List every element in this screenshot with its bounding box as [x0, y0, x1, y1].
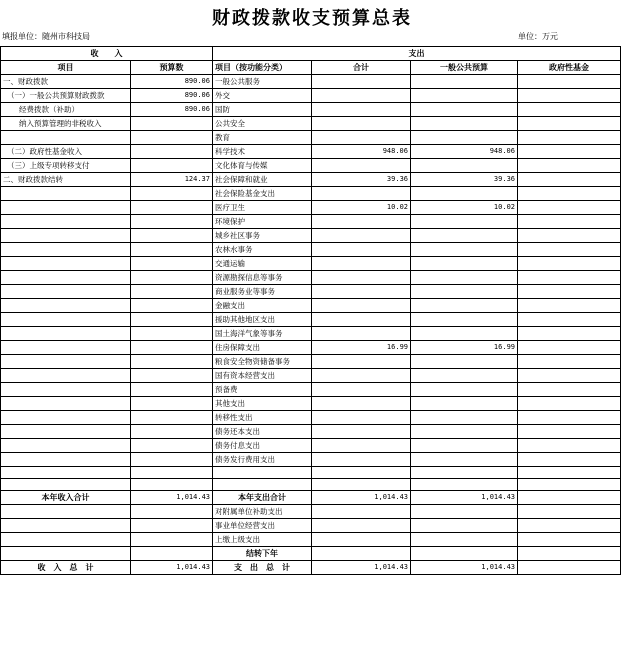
income-budget — [131, 215, 213, 229]
table-row — [1, 313, 621, 327]
expense-gov-fund — [518, 299, 621, 313]
expense-total-gov-fund — [518, 561, 621, 575]
expense-gov-fund — [518, 327, 621, 341]
income-item: 二、财政拨款结转 — [1, 173, 131, 187]
expense-item: 社会保障和就业 — [213, 173, 312, 187]
expense-general: 948.06 — [411, 145, 518, 159]
expense-item: 环境保护 — [213, 215, 312, 229]
table-row — [1, 425, 621, 439]
expense-total-label: 支 出 总 计 — [213, 561, 312, 575]
blank-cell — [518, 505, 621, 519]
income-item — [1, 131, 131, 145]
table-row — [1, 271, 621, 285]
blank-cell — [518, 547, 621, 561]
table-row — [1, 327, 621, 341]
income-item — [1, 299, 131, 313]
carry-forward-row — [1, 547, 621, 561]
expense-gov-fund — [518, 229, 621, 243]
income-budget — [131, 425, 213, 439]
income-budget — [131, 187, 213, 201]
expense-item: 预备费 — [213, 383, 312, 397]
income-item: 一、财政拨款 — [1, 75, 131, 89]
expense-item: 医疗卫生 — [213, 201, 312, 215]
income-budget — [131, 411, 213, 425]
blank-row — [1, 467, 621, 479]
expense-general — [411, 103, 518, 117]
income-item — [1, 201, 131, 215]
expense-general — [411, 75, 518, 89]
blank-cell — [312, 505, 411, 519]
expense-item: 商业服务业等事务 — [213, 285, 312, 299]
col-total: 合计 — [312, 61, 411, 75]
expense-gov-fund — [518, 159, 621, 173]
expense-item: 金融支出 — [213, 299, 312, 313]
expense-total — [312, 397, 411, 411]
sub-row-label: 对附属单位补助支出 — [213, 505, 312, 519]
table-row — [1, 103, 621, 117]
expense-general — [411, 425, 518, 439]
expense-total — [312, 383, 411, 397]
sub-row — [1, 505, 621, 519]
expense-total — [312, 355, 411, 369]
expense-item: 国土海洋气象等事务 — [213, 327, 312, 341]
expense-gov-fund — [518, 383, 621, 397]
income-item — [1, 341, 131, 355]
expense-general — [411, 397, 518, 411]
blank-cell — [312, 533, 411, 547]
expense-general — [411, 453, 518, 467]
income-total-value: 1,014.43 — [131, 561, 213, 575]
expense-total — [312, 271, 411, 285]
table-row — [1, 257, 621, 271]
expense-total: 16.99 — [312, 341, 411, 355]
expense-item: 住房保障支出 — [213, 341, 312, 355]
table-row — [1, 173, 621, 187]
expense-gov-fund — [518, 439, 621, 453]
income-item — [1, 369, 131, 383]
table-row — [1, 159, 621, 173]
expense-total — [312, 285, 411, 299]
expense-total — [312, 243, 411, 257]
income-item — [1, 425, 131, 439]
expense-total — [312, 215, 411, 229]
table-row — [1, 397, 621, 411]
expense-item: 国防 — [213, 103, 312, 117]
expense-general — [411, 229, 518, 243]
expense-total — [312, 369, 411, 383]
expense-item: 债务还本支出 — [213, 425, 312, 439]
expense-general — [411, 89, 518, 103]
expense-gov-fund — [518, 243, 621, 257]
blank-row — [1, 479, 621, 491]
income-budget — [131, 145, 213, 159]
income-budget — [131, 257, 213, 271]
income-budget — [131, 159, 213, 173]
expense-item: 社会保险基金支出 — [213, 187, 312, 201]
table-row — [1, 131, 621, 145]
income-item — [1, 327, 131, 341]
income-item: 纳入预算管理的非税收入 — [1, 117, 131, 131]
income-budget — [131, 313, 213, 327]
expense-general: 39.36 — [411, 173, 518, 187]
income-total-label: 收 入 总 计 — [1, 561, 131, 575]
expense-total: 10.02 — [312, 201, 411, 215]
expense-total — [312, 453, 411, 467]
expense-item: 债务付息支出 — [213, 439, 312, 453]
income-budget: 890.06 — [131, 75, 213, 89]
blank-cell — [518, 467, 621, 479]
blank-cell — [312, 467, 411, 479]
expense-general — [411, 369, 518, 383]
income-budget — [131, 201, 213, 215]
blank-cell — [518, 479, 621, 491]
expense-total — [312, 313, 411, 327]
blank-cell — [1, 467, 131, 479]
expense-gov-fund — [518, 271, 621, 285]
blank-cell — [131, 505, 213, 519]
blank-cell — [131, 547, 213, 561]
expense-general — [411, 355, 518, 369]
income-budget — [131, 117, 213, 131]
year-expense-general: 1,014.43 — [411, 491, 518, 505]
expense-item: 国有资本经营支出 — [213, 369, 312, 383]
blank-cell — [1, 519, 131, 533]
blank-cell — [131, 519, 213, 533]
expense-total-total: 1,014.43 — [312, 561, 411, 575]
income-item: （一）一般公共预算财政拨款 — [1, 89, 131, 103]
sub-row — [1, 519, 621, 533]
table-row — [1, 285, 621, 299]
expense-gov-fund — [518, 257, 621, 271]
table-row — [1, 243, 621, 257]
income-item — [1, 257, 131, 271]
expense-general — [411, 187, 518, 201]
blank-cell — [411, 519, 518, 533]
sub-row-label: 事业单位经营支出 — [213, 519, 312, 533]
table-row — [1, 187, 621, 201]
income-budget — [131, 341, 213, 355]
expense-gov-fund — [518, 145, 621, 159]
expense-total — [312, 411, 411, 425]
expense-gov-fund — [518, 89, 621, 103]
blank-cell — [411, 547, 518, 561]
table-row — [1, 411, 621, 425]
income-item: 经费拨款（补助） — [1, 103, 131, 117]
table-row — [1, 215, 621, 229]
expense-general: 16.99 — [411, 341, 518, 355]
expense-item: 一般公共服务 — [213, 75, 312, 89]
blank-cell — [518, 533, 621, 547]
expense-item: 科学技术 — [213, 145, 312, 159]
expense-gov-fund — [518, 215, 621, 229]
income-budget — [131, 397, 213, 411]
expense-total — [312, 75, 411, 89]
reporting-unit: 填报单位：随州市科技局 — [2, 32, 90, 41]
table-row — [1, 201, 621, 215]
expense-total — [312, 439, 411, 453]
income-budget — [131, 243, 213, 257]
blank-cell — [1, 505, 131, 519]
expense-gov-fund — [518, 201, 621, 215]
expense-total — [312, 257, 411, 271]
expense-gov-fund — [518, 131, 621, 145]
sub-row — [1, 533, 621, 547]
table-row — [1, 145, 621, 159]
expense-item: 公共安全 — [213, 117, 312, 131]
expense-total — [312, 89, 411, 103]
blank-cell — [411, 533, 518, 547]
table-row — [1, 229, 621, 243]
expense-general — [411, 411, 518, 425]
expense-gov-fund — [518, 173, 621, 187]
expense-general — [411, 257, 518, 271]
income-budget — [131, 271, 213, 285]
expense-total: 39.36 — [312, 173, 411, 187]
expense-item: 城乡社区事务 — [213, 229, 312, 243]
table-row — [1, 369, 621, 383]
expense-total — [312, 187, 411, 201]
income-budget: 124.37 — [131, 173, 213, 187]
expense-gov-fund — [518, 285, 621, 299]
blank-cell — [131, 467, 213, 479]
income-budget — [131, 285, 213, 299]
expense-general — [411, 243, 518, 257]
income-item — [1, 411, 131, 425]
blank-cell — [1, 547, 131, 561]
header-row-2 — [1, 61, 621, 75]
expense-general — [411, 285, 518, 299]
blank-cell — [312, 479, 411, 491]
income-budget — [131, 453, 213, 467]
blank-cell — [411, 479, 518, 491]
budget-table — [0, 46, 621, 575]
expense-total — [312, 159, 411, 173]
col-gov-fund: 政府性基金 — [518, 61, 621, 75]
expense-gov-fund — [518, 397, 621, 411]
expense-gov-fund — [518, 187, 621, 201]
expense-gov-fund — [518, 341, 621, 355]
income-budget — [131, 355, 213, 369]
col-item: 项目 — [1, 61, 131, 75]
sub-row-label: 上缴上级支出 — [213, 533, 312, 547]
year-expense-label: 本年支出合计 — [213, 491, 312, 505]
expense-total-general: 1,014.43 — [411, 561, 518, 575]
income-item — [1, 229, 131, 243]
expense-total — [312, 131, 411, 145]
expense-total — [312, 103, 411, 117]
blank-cell — [131, 533, 213, 547]
year-total-row — [1, 491, 621, 505]
income-item — [1, 243, 131, 257]
expense-gov-fund — [518, 411, 621, 425]
page-title: 财政拨款收支预算总表 — [212, 8, 412, 29]
income-budget — [131, 383, 213, 397]
expense-header: 支出 — [213, 47, 621, 61]
expense-general — [411, 383, 518, 397]
income-item — [1, 313, 131, 327]
blank-cell — [1, 533, 131, 547]
expense-item: 其他支出 — [213, 397, 312, 411]
income-item — [1, 215, 131, 229]
expense-total — [312, 117, 411, 131]
expense-general — [411, 439, 518, 453]
year-expense-total: 1,014.43 — [312, 491, 411, 505]
expense-total — [312, 229, 411, 243]
table-row — [1, 439, 621, 453]
expense-item: 交通运输 — [213, 257, 312, 271]
year-expense-gov-fund — [518, 491, 621, 505]
expense-gov-fund — [518, 425, 621, 439]
expense-gov-fund — [518, 103, 621, 117]
blank-cell — [312, 547, 411, 561]
blank-cell — [411, 505, 518, 519]
income-item — [1, 355, 131, 369]
expense-general — [411, 131, 518, 145]
col-exp-item: 项目（按功能分类） — [213, 61, 312, 75]
expense-gov-fund — [518, 355, 621, 369]
expense-total — [312, 425, 411, 439]
expense-item: 转移性支出 — [213, 411, 312, 425]
blank-cell — [131, 479, 213, 491]
blank-cell — [411, 467, 518, 479]
header-row-1 — [1, 47, 621, 61]
blank-cell — [213, 479, 312, 491]
expense-general — [411, 117, 518, 131]
expense-general: 10.02 — [411, 201, 518, 215]
income-budget: 890.06 — [131, 89, 213, 103]
income-budget — [131, 299, 213, 313]
expense-gov-fund — [518, 369, 621, 383]
table-row — [1, 89, 621, 103]
table-row — [1, 341, 621, 355]
expense-item: 外交 — [213, 89, 312, 103]
expense-gov-fund — [518, 313, 621, 327]
year-income-value: 1,014.43 — [131, 491, 213, 505]
expense-general — [411, 215, 518, 229]
income-budget: 890.06 — [131, 103, 213, 117]
expense-general — [411, 313, 518, 327]
income-item — [1, 397, 131, 411]
income-item — [1, 187, 131, 201]
income-budget — [131, 327, 213, 341]
expense-item: 粮食安全物资储备事务 — [213, 355, 312, 369]
expense-item: 农林水事务 — [213, 243, 312, 257]
expense-item: 债务发行费用支出 — [213, 453, 312, 467]
expense-item: 教育 — [213, 131, 312, 145]
expense-item: 援助其他地区支出 — [213, 313, 312, 327]
blank-cell — [312, 519, 411, 533]
currency-unit: 单位：万元 — [518, 32, 558, 41]
income-item — [1, 439, 131, 453]
expense-general — [411, 327, 518, 341]
expense-total — [312, 299, 411, 313]
income-header: 收 入 — [1, 47, 213, 61]
income-budget — [131, 229, 213, 243]
income-item — [1, 285, 131, 299]
col-budget: 预算数 — [131, 61, 213, 75]
table-row — [1, 117, 621, 131]
blank-cell — [1, 479, 131, 491]
income-item — [1, 453, 131, 467]
blank-cell — [518, 519, 621, 533]
col-general: 一般公共预算 — [411, 61, 518, 75]
income-budget — [131, 369, 213, 383]
income-item: （三）上级专项转移支付 — [1, 159, 131, 173]
grand-total-row — [1, 561, 621, 575]
income-item — [1, 383, 131, 397]
year-income-label: 本年收入合计 — [1, 491, 131, 505]
income-item — [1, 271, 131, 285]
table-row — [1, 453, 621, 467]
table-row — [1, 383, 621, 397]
carry-forward-label: 结转下年 — [213, 547, 312, 561]
expense-gov-fund — [518, 453, 621, 467]
income-item: （二）政府性基金收入 — [1, 145, 131, 159]
expense-gov-fund — [518, 117, 621, 131]
table-row — [1, 355, 621, 369]
table-row — [1, 299, 621, 313]
income-budget — [131, 131, 213, 145]
blank-cell — [213, 467, 312, 479]
expense-general — [411, 299, 518, 313]
expense-gov-fund — [518, 75, 621, 89]
expense-general — [411, 271, 518, 285]
expense-total — [312, 327, 411, 341]
table-row — [1, 75, 621, 89]
expense-general — [411, 159, 518, 173]
expense-item: 资源勘探信息等事务 — [213, 271, 312, 285]
expense-total: 948.06 — [312, 145, 411, 159]
income-budget — [131, 439, 213, 453]
expense-item: 文化体育与传媒 — [213, 159, 312, 173]
